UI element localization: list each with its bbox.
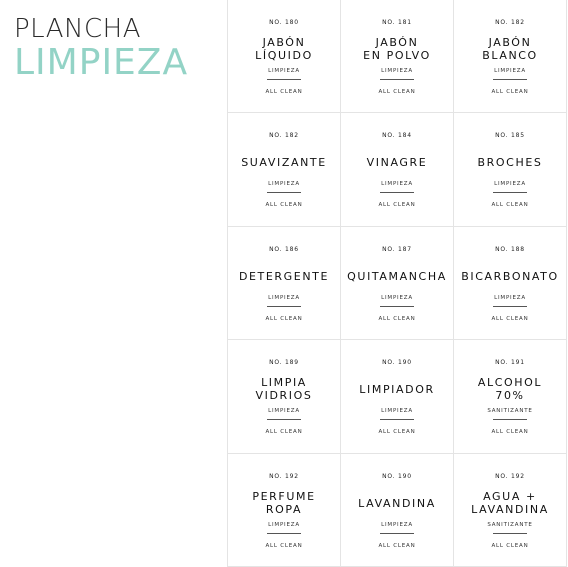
label-category: LIMPIEZA — [268, 522, 300, 528]
label-footer: ALL CLEAN — [491, 543, 529, 549]
label-card — [228, 340, 341, 454]
label-divider — [493, 79, 527, 80]
label-category: LIMPIEZA — [494, 295, 526, 301]
label-number: NO. 189 — [269, 359, 299, 366]
label-category: LIMPIEZA — [381, 408, 413, 414]
label-card — [341, 340, 454, 454]
label-number: NO. 192 — [495, 473, 525, 480]
label-footer: ALL CLEAN — [378, 429, 416, 435]
label-number: NO. 190 — [382, 473, 412, 480]
label-divider — [267, 79, 301, 80]
label-product-name: QUITAMANCHA — [347, 269, 447, 283]
label-number: NO. 190 — [382, 359, 412, 366]
label-footer: ALL CLEAN — [491, 89, 529, 95]
label-divider — [380, 533, 414, 534]
label-product-name: DETERGENTE — [238, 269, 330, 283]
header-title-limpieza: LIMPIEZA — [14, 42, 189, 83]
label-category: LIMPIEZA — [381, 295, 413, 301]
label-number: NO. 188 — [495, 246, 525, 253]
label-card — [341, 454, 454, 567]
label-product-name: JABÓN LÍQUIDO — [255, 36, 313, 62]
label-footer: ALL CLEAN — [265, 543, 303, 549]
label-category: LIMPIEZA — [268, 295, 300, 301]
label-divider — [493, 533, 527, 534]
label-category: LIMPIEZA — [494, 181, 526, 187]
label-product-name: VINAGRE — [366, 155, 428, 169]
label-footer: ALL CLEAN — [491, 316, 529, 322]
label-number: NO. 185 — [495, 132, 525, 139]
label-footer: ALL CLEAN — [265, 316, 303, 322]
label-footer: ALL CLEAN — [265, 202, 303, 208]
label-footer: ALL CLEAN — [378, 89, 416, 95]
label-card — [228, 227, 341, 340]
label-number: NO. 192 — [269, 473, 299, 480]
label-product-name: AGUA + LAVANDINA — [471, 490, 549, 516]
label-divider — [267, 419, 301, 420]
label-category: LIMPIEZA — [381, 68, 413, 74]
label-footer: ALL CLEAN — [491, 429, 529, 435]
header-title-plancha: PLANCHA — [14, 14, 141, 44]
label-card — [228, 113, 341, 227]
label-number: NO. 182 — [495, 19, 525, 26]
label-divider — [380, 192, 414, 193]
label-product-name: BICARBONATO — [461, 269, 559, 283]
label-product-name: LAVANDINA — [358, 496, 436, 510]
label-divider — [380, 79, 414, 80]
label-divider — [267, 192, 301, 193]
label-card — [454, 454, 567, 567]
label-card — [341, 0, 454, 113]
label-footer: ALL CLEAN — [378, 316, 416, 322]
label-footer: ALL CLEAN — [265, 89, 303, 95]
label-number: NO. 184 — [382, 132, 412, 139]
label-product-name: PERFUME ROPA — [252, 490, 316, 516]
label-category: LIMPIEZA — [494, 68, 526, 74]
label-card — [454, 227, 567, 340]
label-number: NO. 181 — [382, 19, 412, 26]
label-product-name: ALCOHOL 70% — [477, 376, 543, 402]
label-product-name: JABÓN EN POLVO — [363, 36, 431, 62]
label-divider — [493, 419, 527, 420]
label-category: LIMPIEZA — [381, 181, 413, 187]
label-card — [341, 227, 454, 340]
label-number: NO. 186 — [269, 246, 299, 253]
label-product-name: SUAVIZANTE — [241, 155, 327, 169]
label-product-name: LIMPIADOR — [359, 382, 435, 396]
label-divider — [267, 306, 301, 307]
label-divider — [493, 192, 527, 193]
label-category: SANITIZANTE — [487, 522, 533, 528]
label-card — [228, 0, 341, 113]
label-card — [454, 0, 567, 113]
label-divider — [380, 419, 414, 420]
label-card — [228, 454, 341, 567]
label-footer: ALL CLEAN — [378, 543, 416, 549]
label-footer: ALL CLEAN — [491, 202, 529, 208]
label-category: LIMPIEZA — [268, 408, 300, 414]
label-grid — [227, 0, 568, 567]
label-card — [341, 113, 454, 227]
label-footer: ALL CLEAN — [378, 202, 416, 208]
label-divider — [267, 533, 301, 534]
label-number: NO. 182 — [269, 132, 299, 139]
label-card — [454, 340, 567, 454]
page-header — [14, 16, 188, 82]
label-number: NO. 180 — [269, 19, 299, 26]
label-divider — [380, 306, 414, 307]
label-category: LIMPIEZA — [381, 522, 413, 528]
label-category: SANITIZANTE — [487, 408, 533, 414]
label-category: LIMPIEZA — [268, 68, 300, 74]
label-footer: ALL CLEAN — [265, 429, 303, 435]
label-product-name: BROCHES — [477, 155, 543, 169]
label-product-name: JABÓN BLANCO — [482, 36, 538, 62]
label-number: NO. 187 — [382, 246, 412, 253]
label-product-name: LIMPIA VIDRIOS — [255, 376, 313, 402]
label-number: NO. 191 — [495, 359, 525, 366]
label-category: LIMPIEZA — [268, 181, 300, 187]
label-card — [454, 113, 567, 227]
label-divider — [493, 306, 527, 307]
